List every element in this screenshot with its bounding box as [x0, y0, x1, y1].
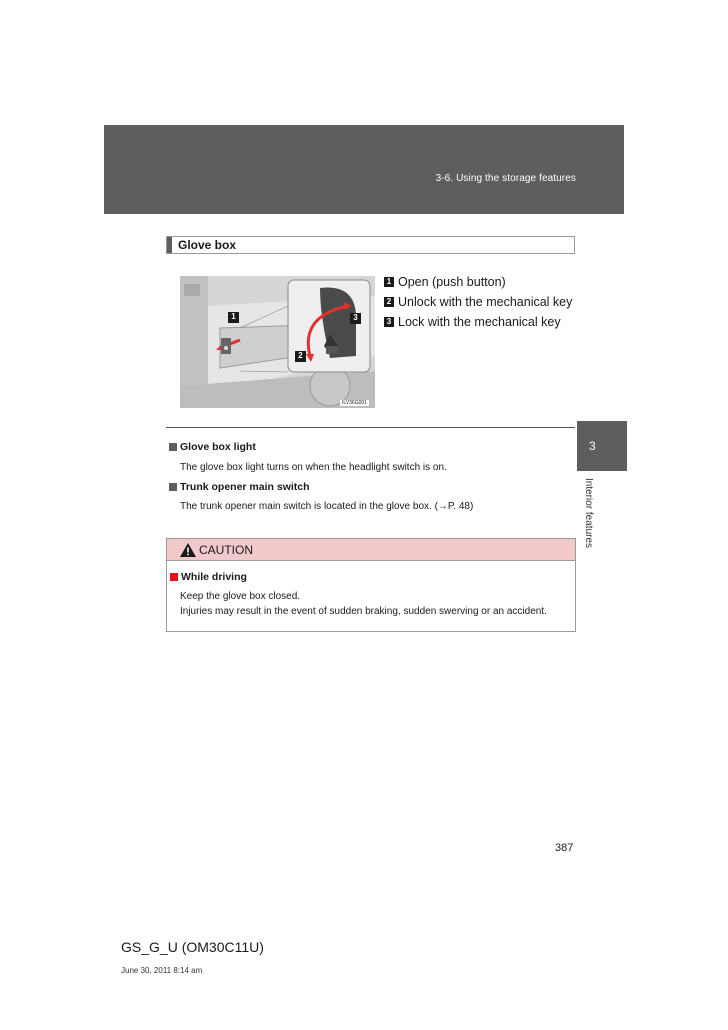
note-marker	[169, 483, 177, 491]
legend-number: 3	[384, 317, 394, 327]
legend-label: Unlock with the mechanical key	[398, 295, 573, 309]
note-marker	[169, 443, 177, 451]
header-band	[104, 125, 624, 214]
glove-box-illustration	[180, 276, 375, 408]
glove-box-drawing	[180, 276, 375, 408]
figure-legend	[384, 272, 572, 332]
figure-callout-1: 1	[228, 312, 239, 323]
caution-subheading	[170, 571, 247, 583]
note-text-trunk-opener: The trunk opener main switch is located in the glove box. (→P. 48)	[180, 501, 474, 512]
figure-image-code: ILV36G001	[342, 400, 367, 406]
note-text-glove-box-light: The glove box light turns on when the headlight switch is on.	[180, 462, 447, 473]
footer-date: June 30, 2011 8:14 am	[121, 966, 203, 975]
note-heading-trunk-opener	[169, 481, 310, 493]
chapter-tab	[577, 421, 627, 471]
section-title: Glove box	[178, 238, 237, 252]
page-number: 387	[555, 842, 574, 854]
chapter-label: Interior features	[583, 478, 594, 549]
legend-item	[384, 312, 572, 332]
caution-line: Keep the glove box closed.	[180, 591, 301, 602]
caution-marker	[170, 573, 178, 581]
legend-label: Lock with the mechanical key	[398, 315, 561, 329]
footer-doc-id: GS_G_U (OM30C11U)	[121, 939, 264, 955]
caution-box	[166, 538, 576, 632]
legend-number: 1	[384, 277, 394, 287]
legend-item	[384, 292, 572, 312]
note-heading-text: Trunk opener main switch	[180, 481, 310, 493]
section-path: 3-6. Using the storage features	[435, 173, 576, 184]
caution-title: CAUTION	[199, 543, 253, 557]
section-divider	[166, 427, 575, 428]
legend-number: 2	[384, 297, 394, 307]
note-heading-glove-box-light	[169, 441, 256, 453]
figure-callout-3: 3	[350, 313, 361, 324]
chapter-number: 3	[589, 439, 596, 453]
figure-callout-2: 2	[295, 351, 306, 362]
caution-line: Injuries may result in the event of sudden braking, sudden swerving or an accident.	[180, 606, 547, 617]
section-title-bar	[166, 236, 575, 254]
note-heading-text: Glove box light	[180, 441, 256, 453]
caution-header	[167, 539, 575, 561]
section-title-accent	[167, 237, 172, 253]
legend-item	[384, 272, 572, 292]
caution-subheading-text: While driving	[181, 571, 247, 583]
legend-label: Open (push button)	[398, 275, 506, 289]
warning-icon	[179, 542, 197, 558]
